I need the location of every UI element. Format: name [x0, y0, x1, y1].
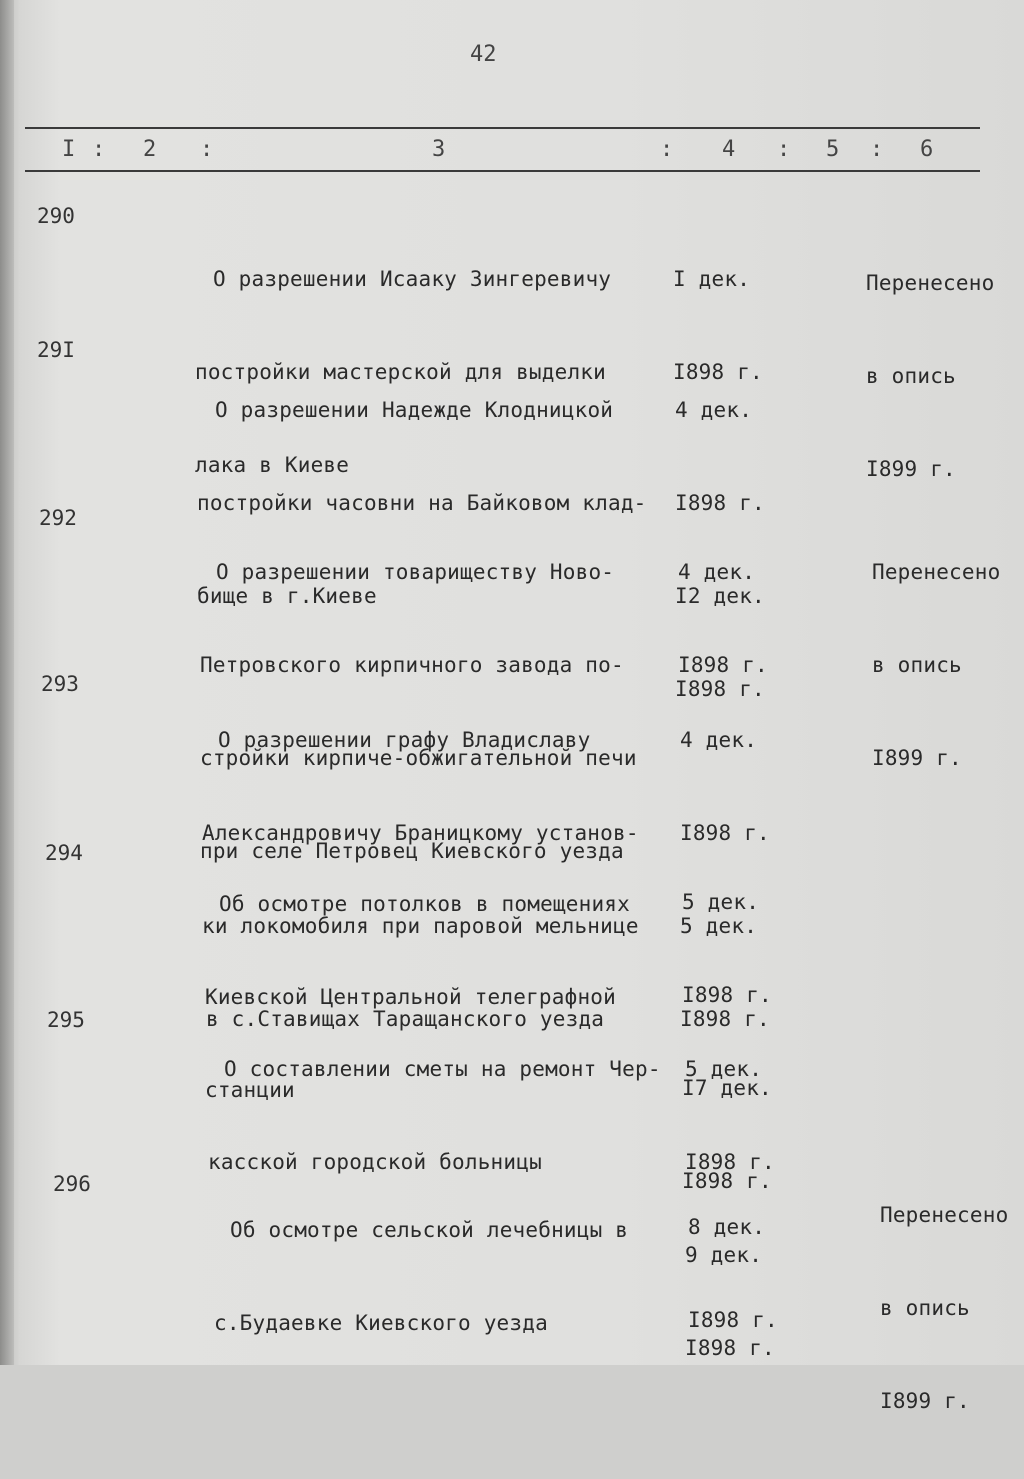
- entry-dates: [688, 1150, 778, 1398]
- title-line: с.Будаевке Киевского уезда: [214, 1311, 548, 1335]
- column-header-4: 4: [722, 137, 736, 162]
- date-line: I898 г.: [682, 1169, 772, 1193]
- date-line: I898 г.: [678, 653, 768, 677]
- date-line: 8 дек.: [688, 1215, 766, 1239]
- title-line: О разрешении Надежде Клодницкой: [215, 398, 614, 422]
- title-line: бище в г.Киеве: [197, 584, 377, 608]
- entry-title: [214, 1153, 628, 1401]
- date-line: 9 дек.: [685, 1243, 763, 1267]
- entry-note: [880, 1138, 1008, 1479]
- entry-number: 29I: [37, 338, 75, 362]
- date-line: I дек.: [673, 267, 751, 291]
- note-line: Перенесено: [872, 560, 1001, 584]
- note-line: в опись: [866, 364, 956, 388]
- date-line: I7 дек.: [682, 1076, 772, 1100]
- date-line: I898 г.: [675, 491, 765, 515]
- entry-note: [872, 495, 1000, 836]
- column-separator: :: [777, 137, 791, 162]
- date-line: I898 г.: [680, 1007, 770, 1031]
- title-line: станции: [205, 1078, 295, 1102]
- note-line: в опись: [880, 1296, 970, 1320]
- title-line: Об осмотре потолков в помещениях: [219, 892, 630, 916]
- column-header-3: 3: [432, 137, 446, 162]
- title-line: О разрешении товариществу Ново-: [216, 560, 615, 584]
- column-header-5: 5: [826, 137, 840, 162]
- date-line: 5 дек.: [682, 890, 760, 914]
- entry-number: 293: [41, 672, 79, 696]
- title-line: стройки кирпиче-обжигательной печи: [200, 746, 637, 770]
- column-header-6: 6: [920, 137, 934, 162]
- note-line: в опись: [872, 653, 962, 677]
- note-line: I899 г.: [866, 457, 956, 481]
- title-line: постройки часовни на Байковом клад-: [197, 491, 647, 515]
- note-line: Перенесено: [880, 1203, 1009, 1227]
- note-line: I899 г.: [872, 746, 962, 770]
- binding-shadow: [0, 0, 14, 1365]
- date-line: 5 дек.: [680, 914, 758, 938]
- date-line: I898 г.: [675, 677, 765, 701]
- title-line: Петровского кирпичного завода по-: [200, 653, 624, 677]
- title-line: при селе Петровец Киевского уезда: [200, 839, 624, 863]
- date-line: I2 дек.: [675, 584, 765, 608]
- title-line: Александровичу Браницкому установ-: [202, 821, 639, 845]
- note-line: I899 г.: [880, 1389, 970, 1413]
- entry-number: 294: [45, 841, 83, 865]
- date-line: I898 г.: [688, 1308, 778, 1332]
- date-line: I898 г.: [685, 1150, 775, 1174]
- date-line: I898 г.: [673, 360, 763, 384]
- date-line: I898 г.: [680, 821, 770, 845]
- column-separator: :: [870, 137, 884, 162]
- date-line: 5 дек.: [685, 1057, 763, 1081]
- column-header-1: I: [62, 137, 76, 162]
- entry-number: 296: [53, 1172, 91, 1196]
- date-line: 4 дек.: [680, 728, 758, 752]
- title-line: касской городской больницы: [208, 1150, 542, 1174]
- date-line: I898 г.: [682, 983, 772, 1007]
- title-line: ки локомобиля при паровой мельнице: [202, 914, 639, 938]
- title-line: О разрешении Исааку Зингеревичу: [213, 267, 612, 291]
- date-line: 4 дек.: [675, 398, 753, 422]
- title-line: лака в Киеве: [195, 453, 350, 477]
- page-number: 42: [470, 42, 497, 67]
- date-line: 4 дек.: [678, 560, 756, 584]
- header-rule-top: [25, 127, 980, 129]
- title-line: О разрешении графу Владиславу: [218, 728, 591, 752]
- header-rule-bottom: [25, 170, 980, 172]
- date-line: I898 г.: [685, 1336, 775, 1360]
- column-separator: :: [200, 137, 214, 162]
- title-line: в с.Ставищах Таращанского уезда: [206, 1007, 605, 1031]
- column-separator: :: [660, 137, 674, 162]
- title-line: О составлении сметы на ремонт Чер-: [224, 1057, 661, 1081]
- entry-number: 290: [37, 204, 75, 228]
- entry-number: 292: [39, 506, 77, 530]
- title-line: постройки мастерской для выделки: [195, 360, 606, 384]
- title-line: Киевской Центральной телеграфной: [205, 985, 616, 1009]
- entry-number: 295: [47, 1008, 85, 1032]
- column-header-2: 2: [143, 137, 157, 162]
- title-line: Об осмотре сельской лечебницы в: [230, 1218, 629, 1242]
- column-separator: :: [92, 137, 106, 162]
- note-line: Перенесено: [866, 271, 995, 295]
